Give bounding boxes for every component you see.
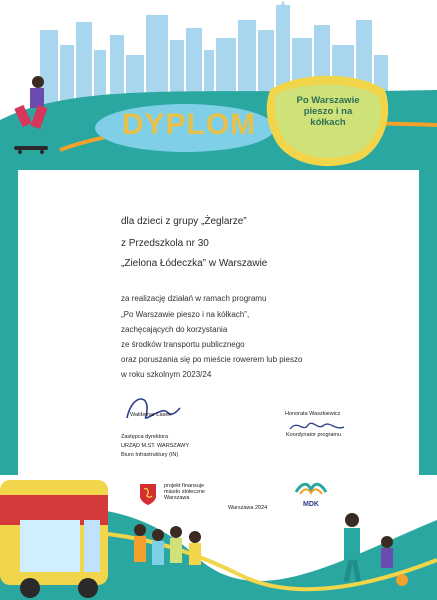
funding-line-3: Warszawa (164, 495, 190, 501)
footer-illustration (0, 460, 437, 600)
left-signer-role-2: URZĄD M.ST. WARSZAWY (121, 443, 190, 449)
left-signer-role-3: Biuro Infrastruktury (IN) (121, 452, 179, 458)
program-badge (278, 95, 378, 128)
right-side-stripe (419, 165, 437, 475)
left-signer-name: Waldemar Lasek (130, 412, 172, 418)
left-side-stripe (0, 165, 18, 475)
badge-line-2: pieszo i na (303, 106, 353, 117)
funding-line-1: projekt finansuje (164, 483, 205, 489)
recipient-line-3: „Zielona Łódeczka” w Warszawie (121, 258, 268, 269)
left-signature-scribble (122, 388, 182, 428)
recipient-line-2: z Przedszkola nr 30 (121, 238, 209, 249)
body-line-5: oraz poruszania się po mieście rowerem lub pieszo (121, 355, 303, 364)
bus-illustration (0, 480, 108, 598)
right-signer-role: Koordynator programu (286, 432, 342, 438)
right-signer-name: Honorata Waszkiewicz (285, 411, 341, 417)
issue-date: Warszawa 2024 (228, 505, 268, 511)
recipient-line-1: dla dzieci z grupy „Żeglarze” (121, 216, 247, 227)
body-line-1: za realizację działań w ramach programu (121, 294, 267, 303)
mdk-logo-text: MDK (303, 501, 319, 508)
left-signer-role-1: Zastępca dyrektora (121, 434, 169, 440)
body-line-3: zachęcających do korzystania (121, 325, 228, 334)
body-line-2: „Po Warszawie pieszo i na kółkach”, (121, 310, 250, 319)
diploma-title: DYPLOM (121, 108, 257, 141)
body-line-4: ze środków transportu publicznego (121, 340, 245, 349)
funding-line-2: miasto stołeczne (164, 489, 205, 495)
body-line-6: w roku szkolnym 2023/24 (121, 370, 212, 379)
badge-line-3: kółkach (310, 117, 346, 128)
badge-line-1: Po Warszawie (296, 95, 360, 106)
